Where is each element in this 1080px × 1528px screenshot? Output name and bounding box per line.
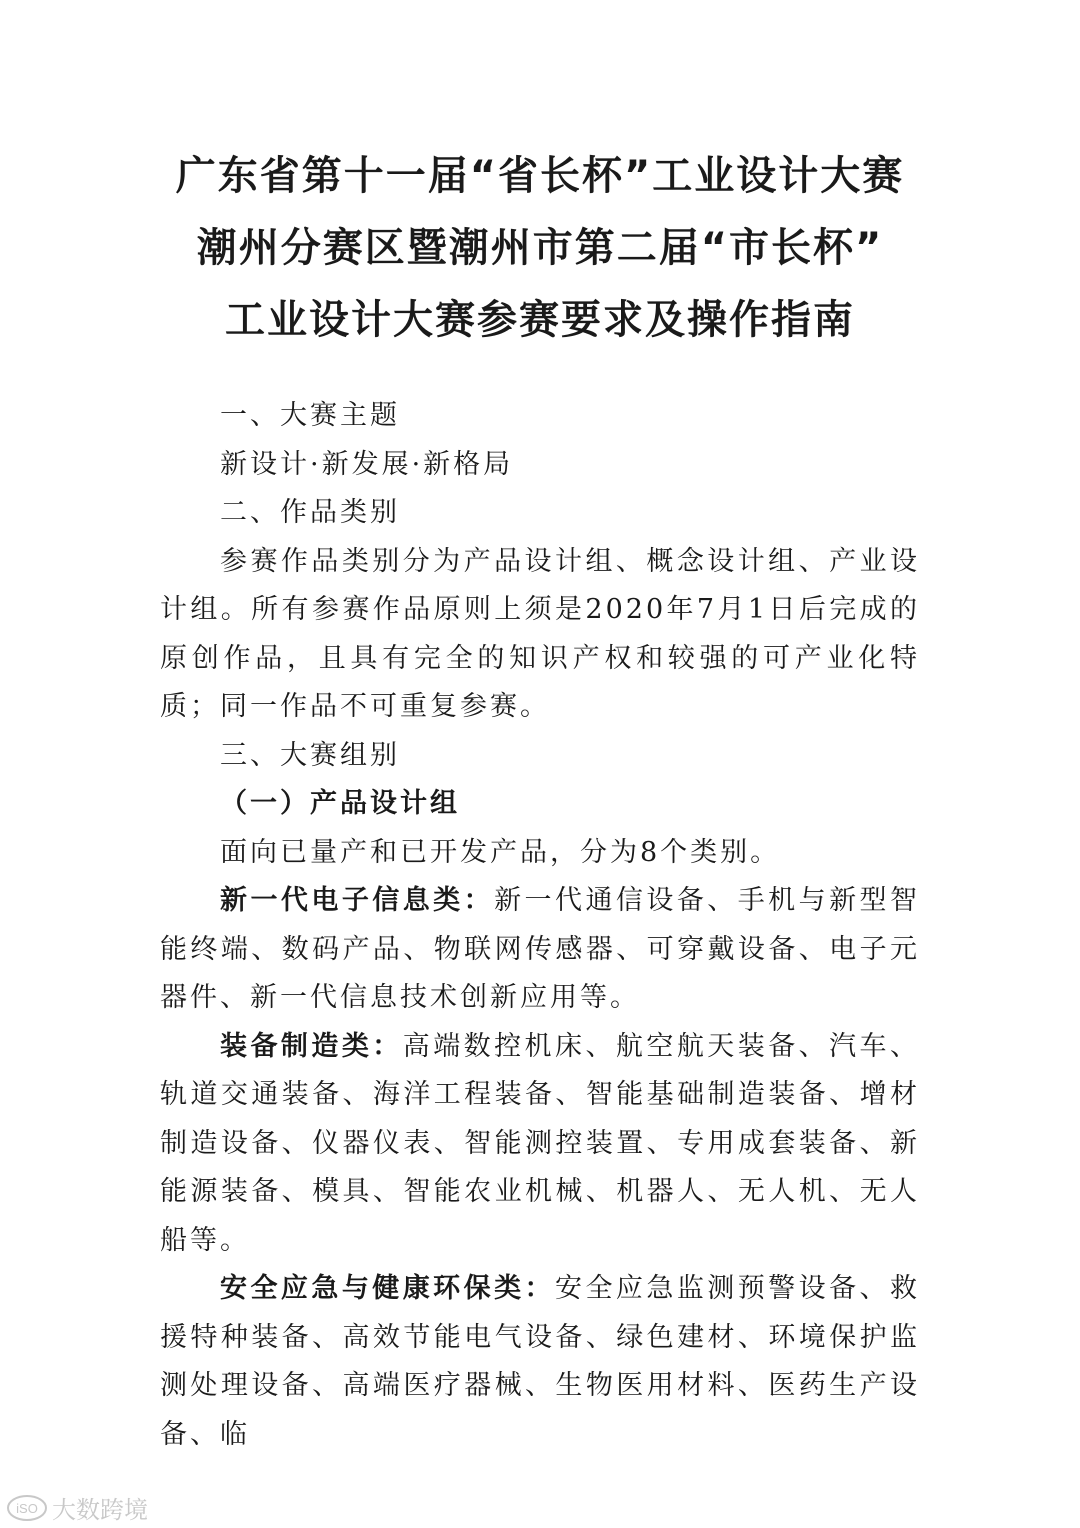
category-item-text: 高端数控机床、航空航天装备、汽车、轨道交通装备、海洋工程装备、智能基础制造装备、增材制造设备、仪器仪表、智能测控装置、专用成套装备、新能源装备、模具、智能农业机械、机器人、无人机、无人船等。 <box>160 1030 921 1256</box>
title-line-1: 广东省第十一届“省长杯”工业设计大赛 <box>175 153 905 199</box>
category-item-lead: 新一代电子信息类： <box>220 885 495 916</box>
section-heading-category: 二、作品类别 <box>220 497 400 528</box>
category-item-equipment <box>160 1023 920 1266</box>
category-item-lead: 装备制造类： <box>220 1030 403 1062</box>
title-line-3: 工业设计大赛参赛要求及操作指南 <box>225 297 855 343</box>
category-item-text: 新一代通信设备、手机与新型智能终端、数码产品、物联网传感器、可穿戴设备、电子元器件、新一代信息技术创新应用等。 <box>160 885 921 1013</box>
section-heading-groups: 三、大赛组别 <box>220 739 400 771</box>
section-heading-theme: 一、大赛主题 <box>220 400 400 431</box>
watermark-logo-icon <box>6 1493 48 1523</box>
watermark-text: 大数跨境 <box>52 1496 148 1524</box>
category-item-safety <box>160 1265 920 1459</box>
subheading-product-group: （一）产品设计组 <box>220 788 460 819</box>
product-group-intro: 面向已量产和已开发产品，分为8个类别。 <box>220 836 781 868</box>
category-item-lead: 安全应急与健康环保类： <box>220 1273 555 1304</box>
watermark <box>6 1490 148 1525</box>
category-item-electronics <box>160 877 920 1023</box>
document-body <box>160 392 920 1459</box>
category-text: 参赛作品类别分为产品设计组、概念设计组、产业设计组。所有参赛作品原则上须是2020年7月1日后完成的原创作品，且具有完全的知识产权和较强的可产业化特质；同一作品不可重复参赛。 <box>160 545 920 722</box>
watermark-logo-text: iSO <box>16 1500 38 1516</box>
document-title <box>0 140 1080 356</box>
category-item-text: 安全应急监测预警设备、救援特种装备、高效节能电气设备、绿色建材、环境保护监测处理设备、高端医疗器械、生物医用材料、医药生产设备、临 <box>160 1273 920 1450</box>
title-line-2: 潮州分赛区暨潮州市第二届“市长杯” <box>196 225 884 271</box>
theme-text: 新设计·新发展·新格局 <box>220 448 514 480</box>
